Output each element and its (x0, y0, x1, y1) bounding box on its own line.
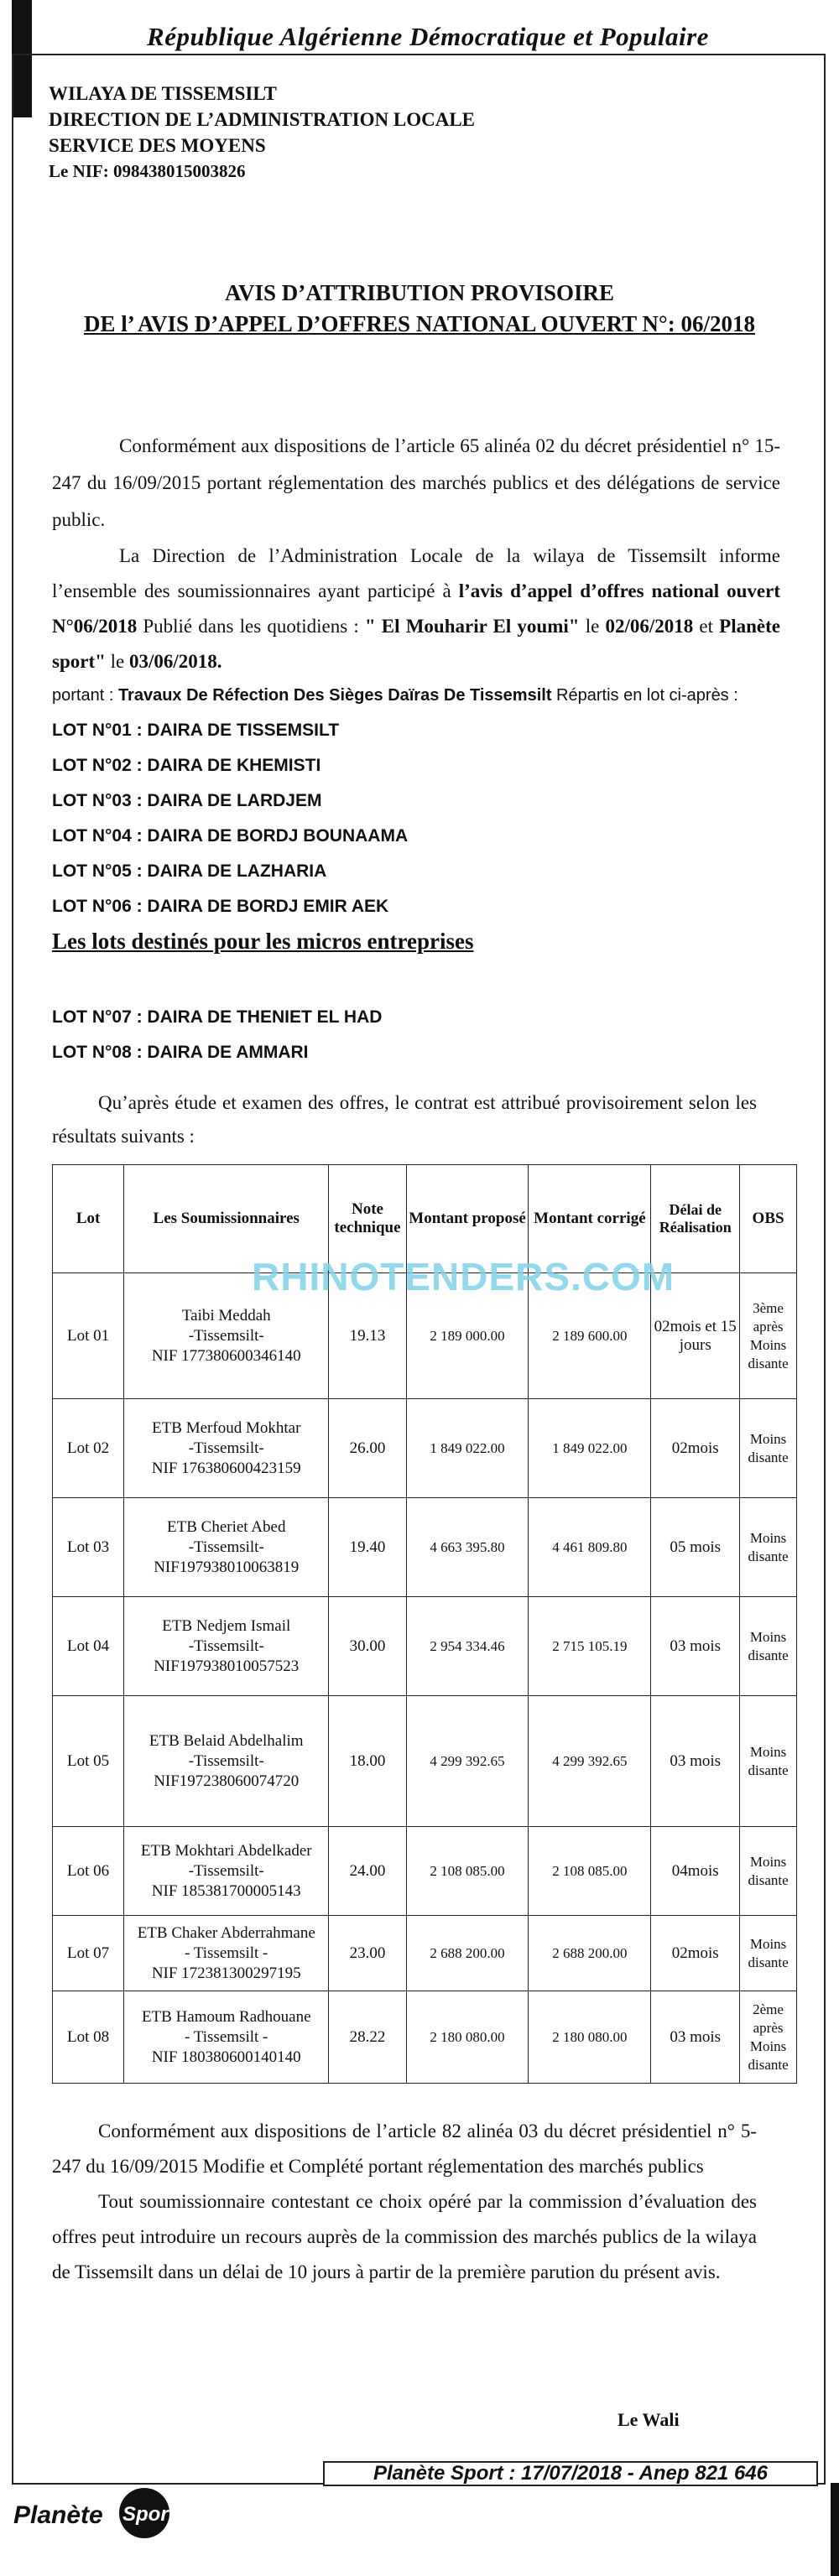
lot-item: LOT N°03 : DAIRA DE LARDJEM (52, 791, 322, 810)
cell-bidder (124, 1991, 329, 2084)
bidder-name: ETB Hamoum Radhouane (141, 2007, 311, 2026)
cell-amount-corrected (529, 1498, 651, 1597)
micro-enterprise-heading: Les lots destinés pour les micros entreprises (52, 929, 474, 954)
lot-value: Lot 06 (67, 1861, 110, 1880)
lot-item: LOT N°06 : DAIRA DE BORDJ EMIR AEK (52, 897, 389, 916)
obs-remark: Moins disante (748, 1935, 789, 1970)
service-line: SERVICE DES MOYENS (49, 135, 266, 156)
bidder-name: Taibi Meddah (181, 1306, 271, 1324)
notice-title-line2: DE l’ AVIS D’APPEL D’OFFRES NATIONAL OUVERT N°: 06/2018 (84, 311, 755, 336)
cell-amount-corrected (529, 1597, 651, 1696)
delay-value: 03 mois (670, 1751, 722, 1770)
cell-obs (740, 1827, 797, 1916)
svg-text:Planète: Planète (13, 2501, 103, 2529)
micro-lots-list (52, 1000, 382, 1070)
amount-corrected-value: 4 299 392.65 (552, 1752, 628, 1769)
lot-value: Lot 02 (67, 1439, 110, 1457)
amount-corrected-value: 1 849 022.00 (552, 1439, 628, 1456)
wilaya-line: WILAYA DE TISSEMSILT (49, 83, 277, 104)
amount-proposed-value: 2 108 085.00 (430, 1862, 505, 1879)
lot-value: Lot 07 (67, 1944, 110, 1962)
bidder-nif: NIF 176380600423159 (151, 1459, 301, 1477)
issuer-block (49, 81, 475, 185)
cell-amount-corrected (529, 1696, 651, 1827)
watermark-text: RHINOTENDERS.COM (252, 1255, 675, 1298)
cell-delay (651, 1696, 740, 1827)
lot-item: LOT N°04 : DAIRA DE BORDJ BOUNAAMA (52, 826, 409, 846)
note-value: 26.00 (349, 1439, 386, 1457)
bidder-location: -Tissemsilt- (188, 1439, 264, 1457)
lot-value: Lot 08 (67, 2027, 110, 2046)
amount-corrected-value: 2 108 085.00 (552, 1862, 628, 1879)
cell-delay (651, 1597, 740, 1696)
bidder-location: - Tissemsilt - (185, 1944, 268, 1962)
cell-lot (53, 1991, 124, 2084)
outro-section (52, 2114, 757, 2290)
cell-amount-corrected (529, 1399, 651, 1498)
cell-note (329, 1498, 406, 1597)
cell-note (329, 1916, 406, 1991)
planete-sport-logo (10, 2483, 175, 2542)
note-value: 18.00 (349, 1751, 386, 1770)
cell-bidder (124, 1696, 329, 1827)
p2-text-g: et (693, 616, 720, 637)
cell-amount-proposed (406, 1827, 529, 1916)
outro-paragraph-1: Conformément aux dispositions de l’article 82 alinéa 03 du décret présidentiel n° 5-247 du 16/09/2015 Modifie et Complété portant réglementation des marchés publics (52, 2121, 757, 2177)
bidder-nif: NIF 172381300297195 (151, 1964, 301, 1982)
header-amount-proposed: Montant proposé (406, 1165, 529, 1273)
cell-note (329, 1827, 406, 1916)
results-intro: Qu’après étude et examen des offres, le contrat est attribué provisoirement selon les résultats suivants : (52, 1092, 757, 1147)
signature: Le Wali (618, 2409, 680, 2430)
cell-lot (53, 1597, 124, 1696)
lot-item: LOT N°05 : DAIRA DE LAZHARIA (52, 861, 327, 881)
cell-obs (740, 1597, 797, 1696)
p2-newspaper-2: Planète sport" (52, 616, 780, 672)
portant-tail: Répartis en lot ci-après : (551, 686, 738, 705)
cell-amount-proposed (406, 1597, 529, 1696)
p2-text-i: le (105, 651, 129, 672)
delay-value: 03 mois (670, 2027, 722, 2046)
cell-obs (740, 1273, 797, 1399)
bidder-name: ETB Belaid Abdelhalim (149, 1731, 304, 1750)
obs-rank: 3ème (753, 1299, 784, 1316)
table-row (53, 1399, 797, 1498)
cell-amount-proposed (406, 1696, 529, 1827)
delay-value: 03 mois (670, 1637, 722, 1655)
cell-amount-corrected (529, 1827, 651, 1916)
direction-line: DIRECTION DE L’ADMINISTRATION LOCALE (49, 109, 476, 130)
p2-date-2: 03/06/2018. (129, 651, 222, 672)
cell-bidder (124, 1827, 329, 1916)
delay-value: 05 mois (670, 1538, 722, 1556)
p2-text-a: La Direction de l’Administration Locale de la wilaya de Tissemsilt informe l’ensemble des soumissionnaires ayant participé à (52, 545, 780, 601)
bidder-nif: NIF197938010063819 (154, 1558, 300, 1576)
cell-amount-corrected (529, 1916, 651, 1991)
notice-title-line1: AVIS D’ATTRIBUTION PROVISOIRE (224, 280, 615, 305)
amount-corrected-value: 2 180 080.00 (552, 2028, 628, 2045)
lot-item: LOT N°08 : DAIRA DE AMMARI (52, 1043, 309, 1062)
cell-note (329, 1696, 406, 1827)
bidder-nif: NIF 177380600346140 (151, 1346, 301, 1365)
cell-amount-proposed (406, 1399, 529, 1498)
table-row (53, 1696, 797, 1827)
obs-after: après (753, 1318, 784, 1335)
table-row (53, 1498, 797, 1597)
note-value: 19.40 (349, 1538, 386, 1556)
table-row (53, 1916, 797, 1991)
cell-amount-corrected (529, 1991, 651, 2084)
intro-paragraph-2 (52, 539, 780, 679)
obs-remark: Moins disante (748, 1628, 789, 1663)
amount-corrected-value: 2 189 600.00 (552, 1327, 628, 1344)
obs-remark: Moins disante (748, 2037, 789, 2073)
cell-amount-proposed (406, 1916, 529, 1991)
cell-bidder (124, 1597, 329, 1696)
portant-subject: Travaux De Réfection Des Sièges Daïras De Tissemsilt (117, 686, 552, 705)
amount-corrected-value: 2 688 200.00 (552, 1944, 628, 1961)
amount-proposed-value: 4 299 392.65 (430, 1752, 505, 1769)
table-row (53, 1597, 797, 1696)
cell-lot (53, 1916, 124, 1991)
header-amount-corrected: Montant corrigé (529, 1165, 651, 1273)
cell-delay (651, 1991, 740, 2084)
bidder-nif: NIF 180380600140140 (151, 2048, 301, 2066)
cell-delay (651, 1827, 740, 1916)
cell-bidder (124, 1916, 329, 1991)
p2-text-e: le (579, 616, 606, 637)
cell-bidder (124, 1399, 329, 1498)
amount-proposed-value: 2 180 080.00 (430, 2028, 505, 2045)
bidder-name: ETB Merfoud Mokhtar (152, 1418, 301, 1437)
bidder-name: ETB Chaker Abderrahmane (137, 1923, 315, 1942)
amount-proposed-value: 1 849 022.00 (430, 1439, 505, 1456)
obs-rank: 2ème (753, 2001, 784, 2017)
table-row (53, 1991, 797, 2084)
lots-list (52, 713, 408, 924)
lot-item: LOT N°02 : DAIRA DE KHEMISTI (52, 756, 321, 775)
cell-delay (651, 1399, 740, 1498)
republic-heading: République Algérienne Démocratique et Populaire (147, 22, 709, 51)
note-value: 24.00 (349, 1861, 386, 1880)
cell-obs (740, 1696, 797, 1827)
cell-lot (53, 1399, 124, 1498)
delay-value: 02mois (671, 1944, 719, 1962)
lot-value: Lot 01 (67, 1326, 110, 1345)
obs-remark: Moins disante (748, 1743, 789, 1778)
bidder-nif: NIF197238060074720 (154, 1772, 300, 1790)
table-row (53, 1827, 797, 1916)
bidder-nif: NIF 185381700005143 (151, 1881, 301, 1900)
footer-text: Planète Sport : 17/07/2018 - Anep 821 646 (373, 2462, 768, 2485)
intro-paragraph-1: Conformément aux dispositions de l’article 65 alinéa 02 du décret présidentiel n° 15-247 du 16/09/2015 portant réglementation des marchés publics et des délégations de service public. (52, 435, 780, 530)
cell-note (329, 1991, 406, 2084)
results-intro-block (52, 1086, 757, 1153)
p2-avis-ref: l’avis d’appel d’offres national ouvert N°06/2018 (52, 580, 780, 637)
portant-line (52, 686, 807, 705)
svg-text:Sport: Sport (122, 2503, 175, 2526)
cell-obs (740, 1916, 797, 1991)
delay-value: 02mois (671, 1439, 719, 1457)
note-value: 19.13 (349, 1326, 386, 1345)
p2-date-1: 02/06/2018 (605, 616, 694, 637)
amount-corrected-value: 4 461 809.80 (552, 1538, 628, 1555)
obs-remark: Moins disante (748, 1430, 789, 1465)
amount-proposed-value: 2 688 200.00 (430, 1944, 505, 1961)
bidder-location: -Tissemsilt- (188, 1861, 264, 1880)
cell-obs (740, 1498, 797, 1597)
bidder-name: ETB Cheriet Abed (167, 1517, 286, 1536)
delay-value: 04mois (671, 1861, 719, 1880)
header-obs: OBS (740, 1165, 797, 1273)
obs-after: après (753, 2019, 784, 2036)
amount-corrected-value: 2 715 105.19 (552, 1637, 628, 1654)
bidder-nif: NIF197938010057523 (154, 1657, 300, 1675)
cell-bidder (124, 1498, 329, 1597)
nif-line: Le NIF: 098438015003826 (49, 161, 246, 181)
cell-note (329, 1399, 406, 1498)
results-table (52, 1164, 797, 2084)
p2-newspaper-1: " El Mouharir El youmi" (364, 616, 580, 637)
bidder-location: -Tissemsilt- (188, 1637, 264, 1655)
cell-lot (53, 1827, 124, 1916)
cell-obs (740, 1991, 797, 2084)
bidder-name: ETB Nedjem Ismail (162, 1616, 291, 1635)
header-delay: Délai de Réalisation (651, 1165, 740, 1273)
lot-item: LOT N°07 : DAIRA DE THENIET EL HAD (52, 1007, 383, 1027)
p2-text-c: Publié dans les quotidiens : (137, 616, 365, 637)
lot-item: LOT N°01 : DAIRA DE TISSEMSILT (52, 721, 340, 740)
header-bidders: Les Soumissionnaires (124, 1165, 329, 1273)
cell-amount-proposed (406, 1991, 529, 2084)
delay-value: 02mois et 15 jours (654, 1317, 737, 1354)
obs-remark: Moins disante (748, 1336, 789, 1371)
cell-obs (740, 1399, 797, 1498)
amount-proposed-value: 2 189 000.00 (430, 1327, 505, 1344)
lot-value: Lot 04 (67, 1637, 110, 1655)
scan-corner-mark (831, 2483, 839, 2576)
cell-note (329, 1597, 406, 1696)
header-technical-score: Note technique (329, 1165, 406, 1273)
cell-delay (651, 1916, 740, 1991)
bidder-location: -Tissemsilt- (188, 1751, 264, 1770)
intro-section (52, 428, 780, 679)
cell-amount-proposed (406, 1498, 529, 1597)
publication-footer (323, 2461, 818, 2486)
amount-proposed-value: 4 663 395.80 (430, 1538, 505, 1555)
bidder-location: - Tissemsilt - (185, 2027, 268, 2046)
portant-label: portant : (52, 686, 118, 705)
note-value: 30.00 (349, 1637, 386, 1655)
header-lot: Lot (53, 1165, 124, 1273)
cell-lot (53, 1696, 124, 1827)
obs-remark: Moins disante (748, 1529, 789, 1564)
note-value: 23.00 (349, 1944, 386, 1962)
cell-delay (651, 1498, 740, 1597)
bidder-location: -Tissemsilt- (188, 1326, 264, 1345)
amount-proposed-value: 2 954 334.46 (430, 1637, 505, 1654)
bidder-name: ETB Mokhtari Abdelkader (140, 1841, 312, 1860)
lot-value: Lot 05 (67, 1751, 110, 1770)
bidder-location: -Tissemsilt- (188, 1538, 264, 1556)
cell-lot (53, 1273, 124, 1399)
lot-value: Lot 03 (67, 1538, 110, 1556)
outro-paragraph-2: Tout soumissionnaire contestant ce choix opéré par la commission d’évaluation des offres peut introduire un recours auprès de la commission des marchés publics de la wilaya de Tissemsilt dans un délai de 10 jours à partir de la première parution du présent avis. (52, 2191, 757, 2282)
note-value: 28.22 (349, 2027, 386, 2046)
obs-remark: Moins disante (748, 1853, 789, 1888)
cell-lot (53, 1498, 124, 1597)
notice-title (0, 280, 839, 337)
